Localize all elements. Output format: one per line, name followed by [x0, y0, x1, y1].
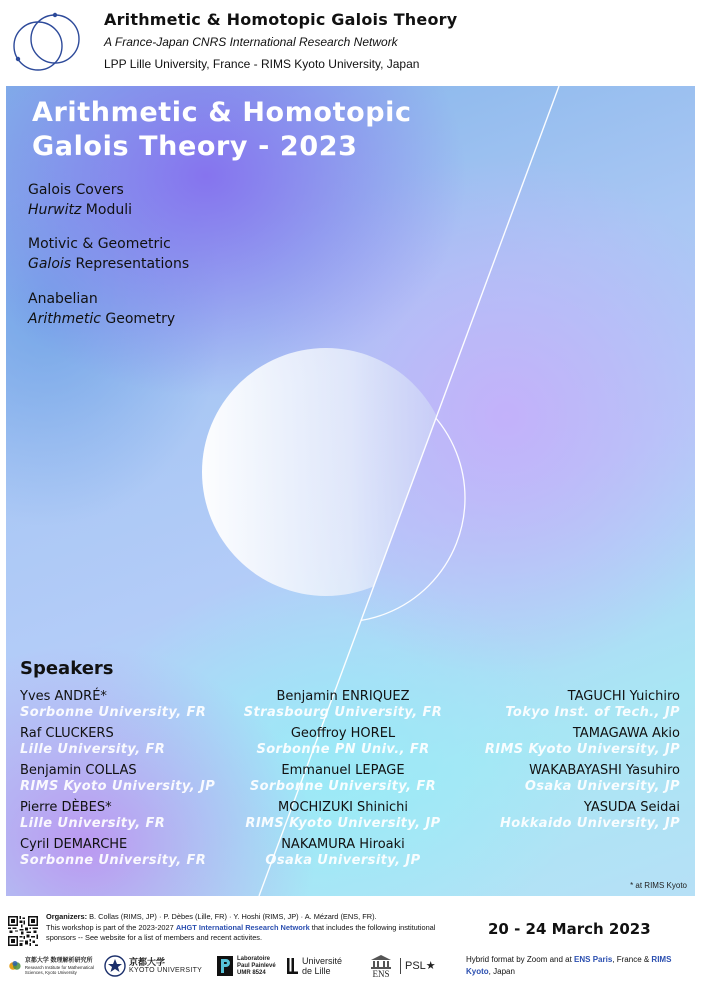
lpp-logo-icon [216, 955, 234, 977]
hybrid-text: Hybrid format by Zoom and at [466, 955, 575, 964]
speaker-entry [450, 763, 680, 795]
topic-rest: Geometry [100, 311, 176, 327]
lpp-line2: Paul Painlevé [237, 962, 276, 969]
hybrid-format-text [466, 954, 691, 978]
topic-line: Anabelian [28, 291, 98, 307]
speaker-affiliation: Tokyo Inst. of Tech., JP [505, 705, 680, 720]
speaker-affiliation: RIMS Kyoto University, JP [20, 779, 216, 794]
speaker-entry [450, 726, 680, 758]
description-text: that includes the following institutional sponsors -- See website for a list of members and recent activites. [46, 922, 436, 942]
rims-kyoto-link[interactable]: RIMS Kyoto [466, 955, 672, 976]
speaker-name: Benjamin COLLAS [20, 763, 137, 778]
topic-line: Motivic & Geometric [28, 236, 171, 252]
speaker-entry [20, 726, 250, 758]
speaker-entry [450, 800, 680, 832]
kyoto-name-en: KYOTO UNIVERSITY [129, 967, 203, 974]
speaker-name: Raf CLUCKERS [20, 726, 114, 741]
speaker-affiliation: RIMS Kyoto University, JP [484, 742, 680, 757]
topic-emphasis: Arithmetic [28, 311, 101, 327]
divider [400, 958, 401, 974]
poster-title-line2: Galois Theory - 2023 [32, 131, 358, 162]
topic-emphasis: Galois [28, 256, 72, 272]
rims-logo-icon [8, 955, 22, 977]
sponsor-ens [364, 952, 398, 980]
sponsor-rims [8, 952, 102, 980]
speaker-affiliation: RIMS Kyoto University, JP [245, 816, 441, 831]
speaker-affiliation: Osaka University, JP [524, 779, 680, 794]
topic-line [28, 309, 175, 329]
speaker-name: TAGUCHI Yuichiro [567, 689, 680, 704]
event-dates: 20 - 24 March 2023 [488, 920, 651, 938]
topic-galois-covers [28, 180, 132, 220]
speaker-entry [228, 726, 458, 758]
speaker-name: Yves ANDRÉ* [20, 689, 107, 704]
rims-name-jp: 京都大学 数理解析研究所 [24, 957, 93, 964]
topic-emphasis: Hurwitz [28, 202, 82, 218]
speaker-affiliation: Sorbonne PN Univ., FR [256, 742, 430, 757]
speaker-affiliation: Hokkaido University, JP [500, 816, 680, 831]
rims-footnote: * at RIMS Kyoto [630, 881, 687, 890]
organizers-text [46, 912, 446, 944]
speaker-entry [20, 800, 250, 832]
lille-logo-icon [286, 955, 300, 977]
qr-code-icon[interactable] [8, 916, 38, 946]
topic-line [28, 200, 132, 220]
header-subtitle: A France-Japan CNRS International Research Network [104, 35, 398, 49]
ens-paris-link[interactable]: ENS Paris [574, 955, 613, 964]
header-affiliations: LPP Lille University, France - RIMS Kyoto University, Japan [104, 57, 420, 71]
speaker-affiliation: Osaka University, JP [265, 853, 421, 868]
header-title: Arithmetic & Homotopic Galois Theory [104, 10, 458, 29]
poster-title-line1: Arithmetic & Homotopic [32, 97, 412, 128]
speaker-affiliation: Sorbonne University, FR [249, 779, 437, 794]
ens-building-icon [370, 954, 392, 969]
topic-motivic [28, 234, 189, 274]
speaker-affiliation: Sorbonne University, FR [20, 705, 207, 720]
topic-line: Galois Covers [28, 182, 124, 198]
lpp-line1: Laboratoire [237, 955, 271, 962]
speaker-entry [228, 800, 458, 832]
speaker-affiliation: Sorbonne University, FR [20, 853, 207, 868]
speaker-entry [20, 689, 250, 721]
speaker-name: WAKABAYASHI Yasuhiro [529, 763, 680, 778]
ens-label: ENS [372, 968, 390, 979]
lille-line2: de Lille [302, 966, 331, 976]
speaker-entry [228, 763, 458, 795]
psl-label: PSL★ [405, 960, 436, 972]
topic-anabelian [28, 289, 175, 329]
speaker-name: TAMAGAWA Akio [572, 726, 680, 741]
topic-rest: Representations [71, 256, 190, 272]
ahgt-network-link[interactable]: AHGT International Research Network [175, 922, 310, 932]
speaker-name: Geoffroy HOREL [290, 726, 396, 741]
network-logo-icon [8, 6, 84, 82]
poster-title [32, 96, 412, 164]
speaker-name: MOCHIZUKI Shinichi [278, 800, 408, 815]
kyoto-name-jp: 京都大学 [129, 957, 166, 967]
speaker-affiliation: Lille University, FR [20, 742, 166, 757]
poster [6, 86, 695, 896]
topic-rest: Moduli [81, 202, 132, 218]
speaker-entry [228, 689, 458, 721]
speakers-heading: Speakers [20, 658, 114, 679]
header [0, 0, 701, 86]
speaker-entry [20, 837, 250, 869]
speaker-name: NAKAMURA Hiroaki [281, 837, 405, 852]
speaker-name: Benjamin ENRIQUEZ [276, 689, 410, 704]
sponsor-psl [400, 952, 440, 980]
organizers-names: B. Collas (RIMS, JP) · P. Dèbes (Lille, FR) · Y. Hoshi (RIMS, JP) · A. Mézard (ENS, FR). [87, 912, 377, 921]
speaker-entry [450, 689, 680, 721]
rims-name-en: Research Institute for Mathematical Sciences, Kyoto University [24, 964, 94, 975]
sponsor-kyoto [104, 952, 212, 980]
description-text: This workshop is part of the 2023-2027 [46, 922, 176, 932]
lille-line1: Université [302, 956, 343, 966]
footer [0, 896, 701, 991]
speaker-name: Pierre DÈBES* [20, 800, 112, 815]
lpp-line3: UMR 8524 [237, 969, 266, 976]
speaker-name: YASUDA Seidai [583, 800, 680, 815]
topic-line [28, 254, 189, 274]
speaker-affiliation: Lille University, FR [20, 816, 166, 831]
speaker-name: Cyril DEMARCHE [20, 837, 128, 852]
speaker-entry [228, 837, 458, 869]
speaker-entry [20, 763, 250, 795]
sponsor-lille [286, 952, 358, 980]
organizers-label: Organizers: [46, 912, 88, 921]
sponsor-lpp [216, 952, 282, 980]
hybrid-text: , France & [612, 955, 652, 964]
speaker-affiliation: Strasbourg University, FR [243, 705, 443, 720]
kyoto-university-emblem-icon [104, 955, 126, 977]
speaker-name: Emmanuel LEPAGE [281, 763, 405, 778]
hybrid-text: , Japan [488, 967, 515, 976]
